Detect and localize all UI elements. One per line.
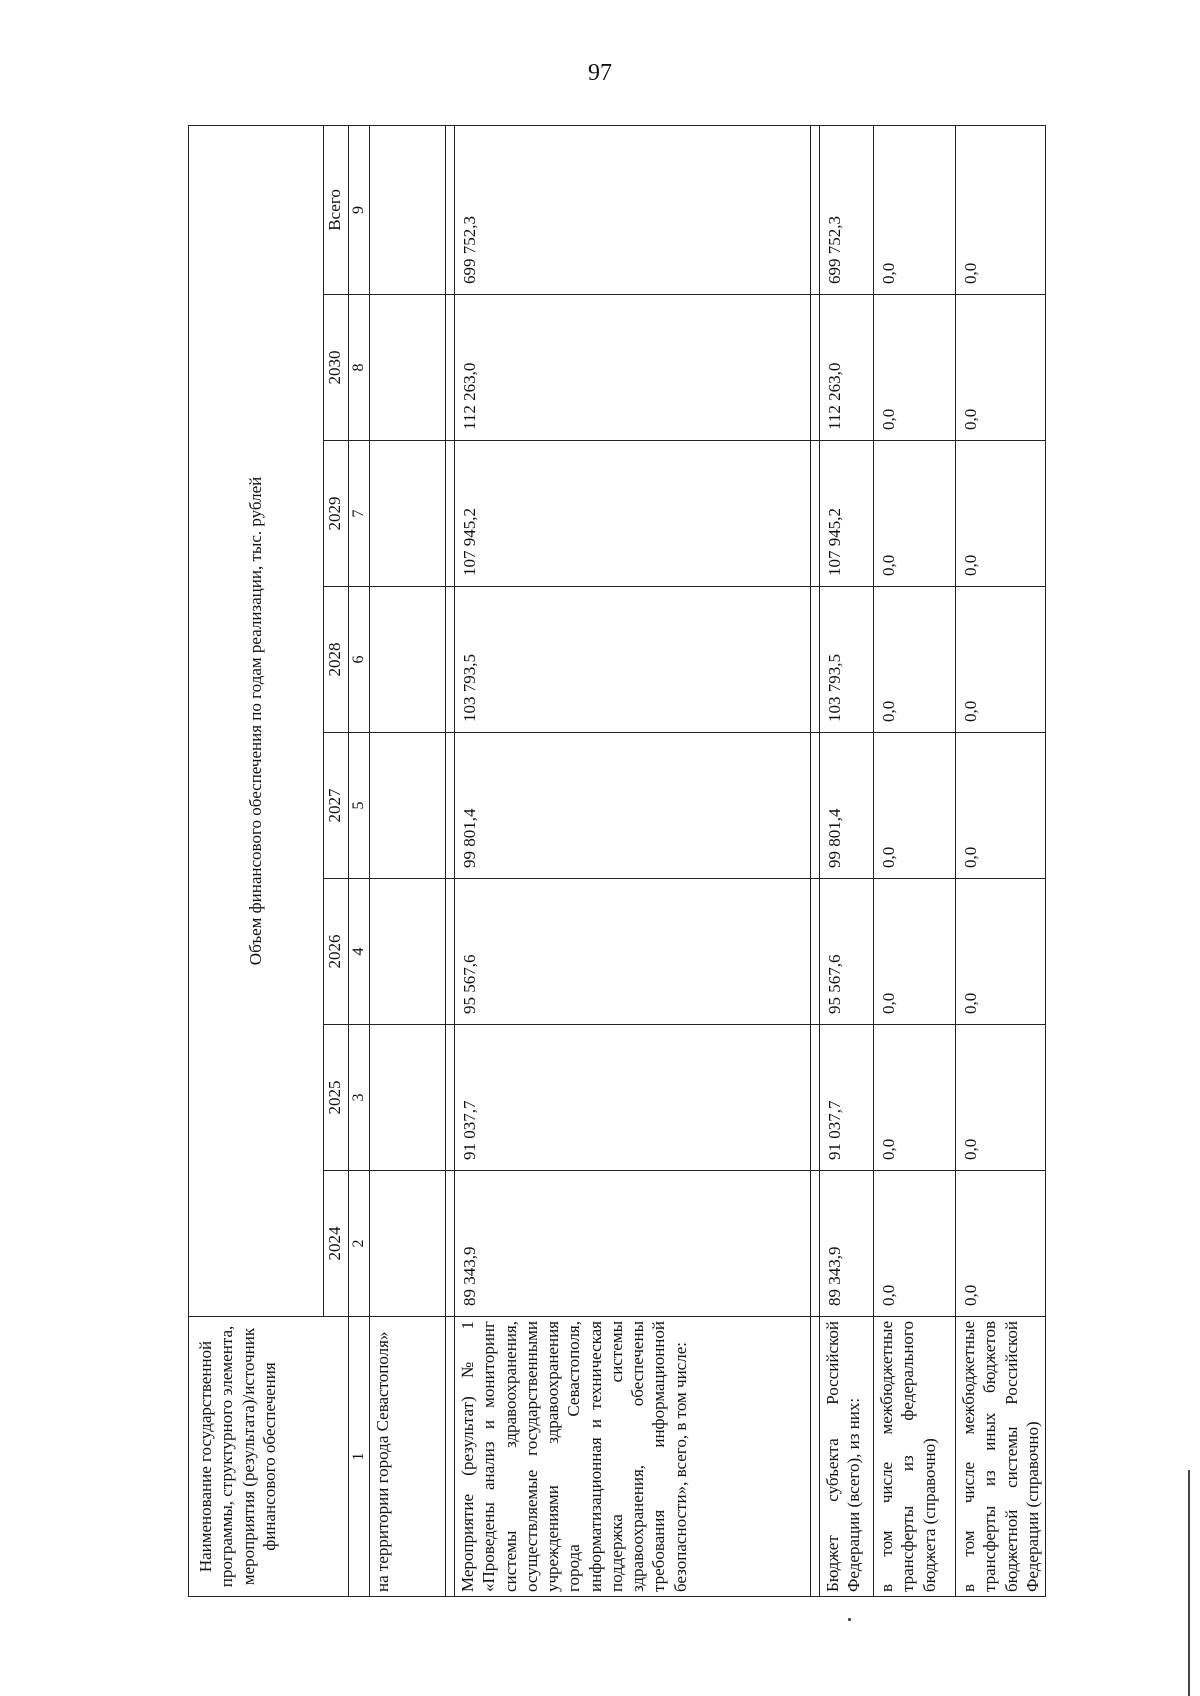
table-row [370, 125, 446, 1596]
header-year: 2026 [324, 879, 349, 1025]
row-value: 107 945,2 [455, 441, 811, 587]
column-number: 5 [349, 733, 370, 879]
row-value: 0,0 [874, 587, 956, 733]
row-value: 103 793,5 [820, 587, 874, 733]
row-value [370, 295, 446, 441]
row-value: 0,0 [956, 1025, 1046, 1171]
row-value: 0,0 [874, 733, 956, 879]
row-value: 89 343,9 [455, 1171, 811, 1317]
financing-table [188, 125, 1046, 1597]
row-value: 89 343,9 [820, 1171, 874, 1317]
scan-edge-mark [1188, 1470, 1190, 1696]
row-value: 0,0 [956, 587, 1046, 733]
row-name: Мероприятие (результат) № 1 «Проведены анализ и мониторинг системы здравоохранения, осуществляемые государственными учреждениями здравоохранения города Севастополя, информатизационная и техническая поддержка системы здравоохранения, обеспечены требования информационной безопасности», всего, в том числе: [455, 1317, 811, 1597]
column-number: 7 [349, 441, 370, 587]
header-year: 2030 [324, 295, 349, 441]
scan-speck [848, 1618, 851, 1621]
row-value: 699 752,3 [820, 125, 874, 294]
header-year: 2027 [324, 733, 349, 879]
row-value: 0,0 [956, 733, 1046, 879]
row-value: 112 263,0 [820, 295, 874, 441]
row-gap [811, 125, 820, 1596]
row-name: на территории города Севастополя» [370, 1317, 446, 1597]
column-number: 2 [349, 1171, 370, 1317]
row-value: 0,0 [874, 879, 956, 1025]
table-row [956, 125, 1046, 1596]
row-value: 0,0 [956, 441, 1046, 587]
column-number: 3 [349, 1025, 370, 1171]
header-year: 2029 [324, 441, 349, 587]
header-year: 2025 [324, 1025, 349, 1171]
row-value: 0,0 [956, 1171, 1046, 1317]
row-value: 112 263,0 [455, 295, 811, 441]
row-value: 99 801,4 [455, 733, 811, 879]
row-value [370, 587, 446, 733]
column-number: 6 [349, 587, 370, 733]
row-value [370, 1025, 446, 1171]
row-value: 103 793,5 [455, 587, 811, 733]
row-value: 107 945,2 [820, 441, 874, 587]
page-number: 97 [588, 60, 612, 86]
row-value: 95 567,6 [820, 879, 874, 1025]
header-year: 2028 [324, 587, 349, 733]
header-year: 2024 [324, 1171, 349, 1317]
row-value: 99 801,4 [820, 733, 874, 879]
header-year-total: Всего [324, 125, 349, 294]
table-row [874, 125, 956, 1596]
row-value [370, 1171, 446, 1317]
row-name: Бюджет субъекта Российской Федерации (всего), из них: [820, 1317, 874, 1597]
row-value: 0,0 [874, 1171, 956, 1317]
row-value: 0,0 [956, 879, 1046, 1025]
row-value: 95 567,6 [455, 879, 811, 1025]
table-row [455, 125, 811, 1596]
row-name: в том числе межбюджетные трансферты из иных бюджетов бюджетной системы Российской Федерации (справочно) [956, 1317, 1046, 1597]
row-value [370, 879, 446, 1025]
table-row [820, 125, 874, 1596]
row-value: 0,0 [874, 295, 956, 441]
row-value: 0,0 [874, 441, 956, 587]
column-number: 4 [349, 879, 370, 1025]
row-value [370, 125, 446, 294]
row-value: 91 037,7 [455, 1025, 811, 1171]
column-number: 1 [349, 1317, 370, 1597]
row-value: 0,0 [874, 125, 956, 294]
column-number: 8 [349, 295, 370, 441]
row-value: 0,0 [956, 125, 1046, 294]
column-number: 9 [349, 125, 370, 294]
rotated-table-container [188, 126, 1042, 1597]
row-value [370, 733, 446, 879]
header-volume-column: Объем финансового обеспечения по годам реализации, тыс. рублей [189, 125, 324, 1316]
row-value: 0,0 [956, 295, 1046, 441]
row-value: 699 752,3 [455, 125, 811, 294]
header-name-column: Наименование государственной программы, структурного элемента, мероприятия (результата)/источник финансового обеспечения [189, 1317, 349, 1597]
row-name: в том числе межбюджетные трансферты из федерального бюджета (справочно) [874, 1317, 956, 1597]
row-gap [446, 125, 455, 1596]
row-value [370, 441, 446, 587]
row-value: 91 037,7 [820, 1025, 874, 1171]
row-value: 0,0 [874, 1025, 956, 1171]
